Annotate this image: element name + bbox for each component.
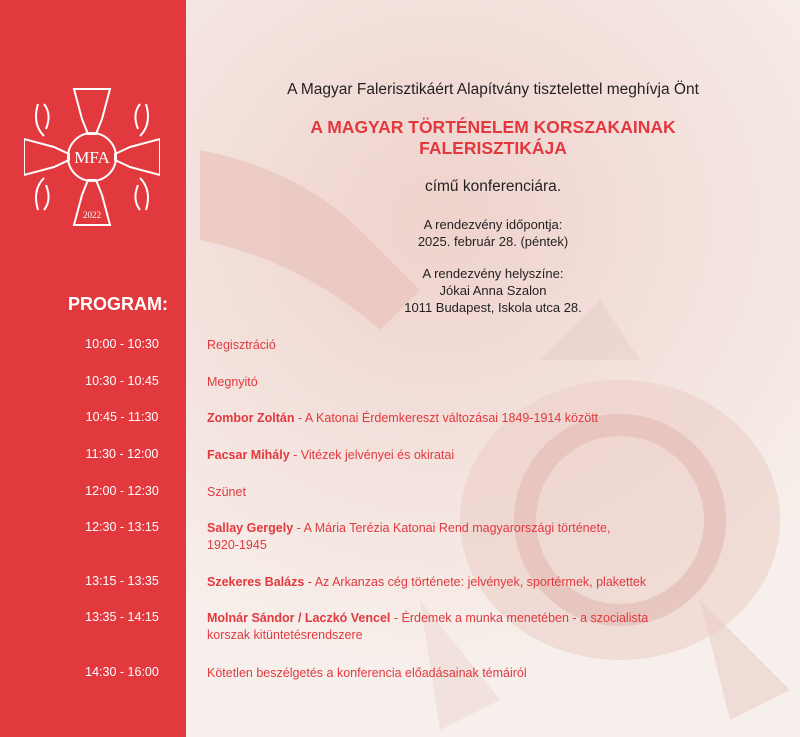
conference-title bbox=[186, 117, 800, 159]
program-speaker: Szekeres Balázs bbox=[207, 575, 305, 589]
program-description bbox=[207, 484, 677, 501]
program-topic: - Vitézek jelvényei és okiratai bbox=[289, 448, 455, 462]
program-description bbox=[207, 410, 677, 427]
program-description bbox=[207, 520, 677, 554]
program-speaker: Molnár Sándor / Laczkó Vencel bbox=[207, 611, 391, 625]
program-topic: - Érdemek a munka menetében - a szocialista bbox=[390, 611, 649, 625]
program-description bbox=[207, 610, 677, 644]
program-description bbox=[207, 665, 677, 682]
program-time: 13:35 - 14:15 bbox=[85, 610, 159, 624]
svg-text:MFA: MFA bbox=[74, 148, 110, 167]
program-topic: Szünet bbox=[207, 485, 246, 499]
program-time: 13:15 - 13:35 bbox=[85, 574, 159, 588]
invitation-subtitle: című konferenciára. bbox=[424, 178, 562, 195]
program-description bbox=[207, 337, 677, 354]
program-heading: PROGRAM: bbox=[68, 294, 168, 314]
venue-address: 1011 Budapest, Iskola utca 28. bbox=[404, 300, 582, 315]
program-time: 10:45 - 11:30 bbox=[85, 410, 159, 424]
program-time: 10:30 - 10:45 bbox=[85, 374, 159, 388]
program-description bbox=[207, 447, 677, 464]
program-topic: Regisztráció bbox=[207, 338, 276, 352]
program-topic: Megnyitó bbox=[207, 375, 258, 389]
program-time: 10:00 - 10:30 bbox=[85, 337, 159, 351]
title-line-2: FALERISZTIKÁJA bbox=[419, 138, 567, 158]
program-topic-continued: korszak kitüntetésrendszere bbox=[207, 628, 363, 642]
program-topic: Kötetlen beszélgetés a konferencia előadásainak témáiról bbox=[207, 666, 527, 680]
venue-name: Jókai Anna Szalon bbox=[439, 283, 547, 298]
program-speaker: Facsar Mihály bbox=[207, 448, 290, 462]
program-speaker: Sallay Gergely bbox=[207, 521, 294, 535]
venue-label: A rendezvény helyszíne: bbox=[422, 266, 564, 281]
program-speaker: Zombor Zoltán bbox=[207, 411, 295, 425]
event-venue bbox=[186, 265, 800, 316]
program-time: 12:00 - 12:30 bbox=[85, 484, 159, 498]
title-line-1: A MAGYAR TÖRTÉNELEM KORSZAKAINAK bbox=[310, 117, 676, 137]
program-description bbox=[207, 574, 677, 591]
program-time: 11:30 - 12:00 bbox=[85, 447, 159, 461]
program-topic: - A Katonai Érdemkereszt változásai 1849-1914 között bbox=[294, 411, 599, 425]
date-value: 2025. február 28. (péntek) bbox=[417, 234, 569, 249]
program-time: 14:30 - 16:00 bbox=[85, 665, 159, 679]
event-date bbox=[186, 216, 800, 250]
program-topic: - Az Arkanzas cég története: jelvények, sportérmek, plakettek bbox=[304, 575, 647, 589]
program-description bbox=[207, 374, 677, 391]
svg-text:2022: 2022 bbox=[83, 210, 101, 220]
date-label: A rendezvény időpontja: bbox=[423, 217, 563, 232]
program-time: 12:30 - 13:15 bbox=[85, 520, 159, 534]
invitation-intro: A Magyar Falerisztikáért Alapítvány tisztelettel meghívja Önt bbox=[287, 81, 699, 98]
program-topic: - A Mária Terézia Katonai Rend magyarországi története, bbox=[293, 521, 611, 535]
foundation-logo-icon bbox=[24, 84, 160, 230]
program-topic-continued: 1920-1945 bbox=[207, 538, 267, 552]
